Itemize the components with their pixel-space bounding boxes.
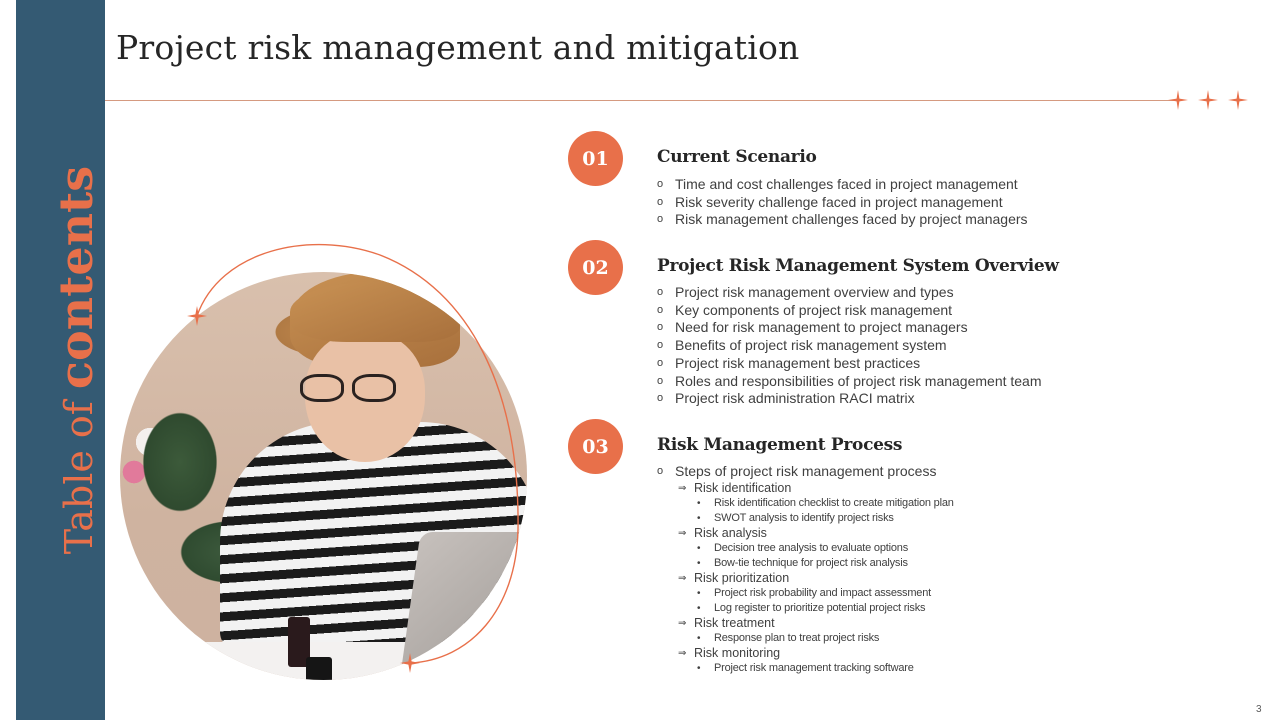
circle-bullet-icon: o xyxy=(657,303,664,316)
dot-bullet-icon: • xyxy=(697,602,701,614)
list-item: o Project risk management overview and types xyxy=(657,284,954,300)
list-item: o Steps of project risk management process xyxy=(657,463,937,479)
list-subsubitem: • Decision tree analysis to evaluate options xyxy=(697,541,908,554)
header-stars xyxy=(1166,88,1256,112)
star-icon xyxy=(187,306,207,326)
list-subsubitem: • Risk identification checklist to create mitigation plan xyxy=(697,496,954,509)
list-subsubitem: • Log register to prioritize potential project risks xyxy=(697,601,926,614)
list-subsubitem: • Response plan to treat project risks xyxy=(697,631,880,644)
sidebar-band xyxy=(16,0,105,720)
list-item: o Benefits of project risk management system xyxy=(657,337,947,354)
list-subitem: ⇒ Risk prioritization xyxy=(678,570,790,585)
dot-bullet-icon: • xyxy=(697,632,701,644)
sidebar-title-thin: Table of xyxy=(57,389,101,555)
list-subsubitem: • Project risk management tracking software xyxy=(697,661,914,674)
arrow-bullet-icon: ⇒ xyxy=(678,572,687,584)
dot-bullet-icon: • xyxy=(697,557,701,569)
arrow-bullet-icon: ⇒ xyxy=(678,482,687,494)
section-heading: Project Risk Management System Overview xyxy=(657,256,1059,276)
title-divider xyxy=(105,100,1175,101)
section-item-list xyxy=(657,176,1028,229)
decorative-arc xyxy=(110,230,550,690)
circle-bullet-icon: o xyxy=(657,465,664,477)
star-icon xyxy=(1168,90,1188,110)
circle-bullet-icon: o xyxy=(657,195,664,208)
list-item: o Project risk management best practices xyxy=(657,354,921,371)
circle-bullet-icon: o xyxy=(657,213,664,226)
star-icon xyxy=(400,653,420,673)
list-subitem: ⇒ Risk monitoring xyxy=(678,645,781,660)
list-subitem: ⇒ Risk identification xyxy=(678,480,792,495)
circle-bullet-icon: o xyxy=(657,178,664,190)
sidebar-title xyxy=(49,166,103,554)
list-item: o Risk severity challenge faced in project management xyxy=(657,193,1003,210)
section-heading: Current Scenario xyxy=(657,147,817,167)
list-item: o Risk management challenges faced by project managers xyxy=(657,211,1028,228)
list-subsubitem: • Bow-tie technique for project risk analysis xyxy=(697,556,908,569)
photo-group xyxy=(110,230,550,690)
page-number: 3 xyxy=(1256,704,1262,715)
circle-bullet-icon: o xyxy=(657,392,664,405)
arrow-bullet-icon: ⇒ xyxy=(678,647,687,659)
list-item: o Time and cost challenges faced in project management xyxy=(657,176,1018,192)
list-item: o Project risk administration RACI matrix xyxy=(657,390,915,407)
section-item-list xyxy=(657,284,1042,408)
dot-bullet-icon: • xyxy=(697,512,701,524)
circle-bullet-icon: o xyxy=(657,286,664,298)
dot-bullet-icon: • xyxy=(697,587,701,599)
circle-bullet-icon: o xyxy=(657,339,664,352)
star-icon xyxy=(1198,90,1218,110)
circle-bullet-icon: o xyxy=(657,356,664,369)
circle-bullet-icon: o xyxy=(657,374,664,387)
dot-bullet-icon: • xyxy=(697,497,701,509)
list-subsubitem: • Project risk probability and impact assessment xyxy=(697,586,932,599)
star-icon xyxy=(1228,90,1248,110)
list-subsubitem: • SWOT analysis to identify project risks xyxy=(697,511,894,524)
list-item: o Key components of project risk management xyxy=(657,301,953,318)
list-item: o Need for risk management to project managers xyxy=(657,319,968,336)
page-title: Project risk management and mitigation xyxy=(116,28,800,67)
list-subitem: ⇒ Risk analysis xyxy=(678,525,767,540)
dot-bullet-icon: • xyxy=(697,542,701,554)
list-item: o Roles and responsibilities of project risk management team xyxy=(657,372,1042,389)
section-number-badge: 02 xyxy=(568,240,623,295)
sidebar-title-bold: contents xyxy=(49,165,103,390)
section-number-badge: 03 xyxy=(568,419,623,474)
section-heading: Risk Management Process xyxy=(657,435,903,455)
section-number-badge: 01 xyxy=(568,131,623,186)
list-subitem: ⇒ Risk treatment xyxy=(678,615,775,630)
circle-bullet-icon: o xyxy=(657,321,664,334)
dot-bullet-icon: • xyxy=(697,662,701,674)
arrow-bullet-icon: ⇒ xyxy=(678,617,687,629)
arrow-bullet-icon: ⇒ xyxy=(678,527,687,539)
section-item-list xyxy=(657,463,954,676)
